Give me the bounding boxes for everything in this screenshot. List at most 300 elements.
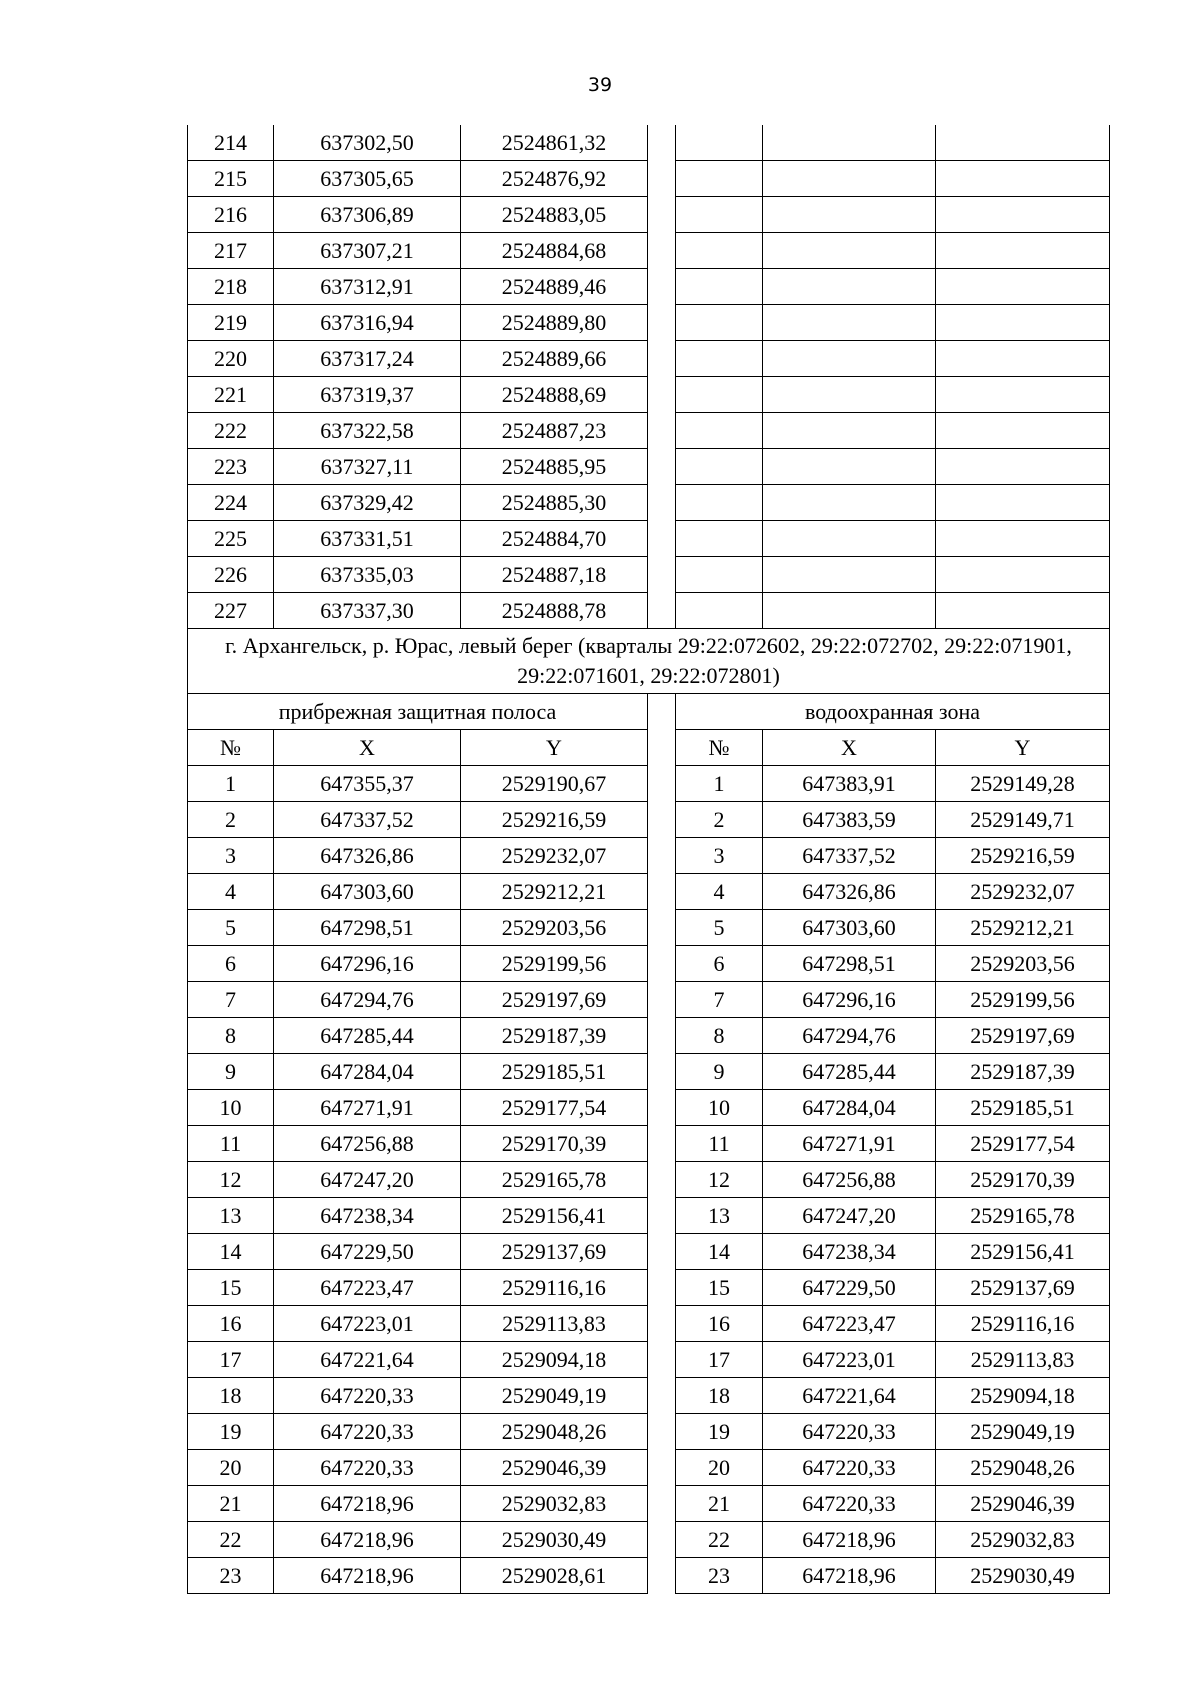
table-row xyxy=(188,521,1110,557)
point-number: 219 xyxy=(188,305,274,341)
column-gap xyxy=(648,521,676,557)
left-coord-x: 647271,91 xyxy=(274,1090,461,1126)
column-header-row xyxy=(188,730,1110,766)
right-coord-y: 2529187,39 xyxy=(936,1054,1110,1090)
left-coord-y: 2529190,67 xyxy=(461,766,648,802)
point-number: 215 xyxy=(188,161,274,197)
right-coord-x: 647285,44 xyxy=(763,1054,936,1090)
coordinates-table xyxy=(187,125,1110,1594)
left-coord-y: 2529049,19 xyxy=(461,1378,648,1414)
empty-cell xyxy=(763,449,936,485)
table-row xyxy=(188,413,1110,449)
right-coord-x: 647256,88 xyxy=(763,1162,936,1198)
left-coord-y: 2529177,54 xyxy=(461,1090,648,1126)
point-number: 222 xyxy=(188,413,274,449)
column-gap xyxy=(648,593,676,629)
left-coord-y: 2529170,39 xyxy=(461,1126,648,1162)
right-point-number: 10 xyxy=(676,1090,763,1126)
left-coord-y: 2529094,18 xyxy=(461,1342,648,1378)
right-coord-y: 2529149,71 xyxy=(936,802,1110,838)
right-point-number: 14 xyxy=(676,1234,763,1270)
empty-cell xyxy=(676,161,763,197)
table-row xyxy=(188,1162,1110,1198)
column-gap xyxy=(648,161,676,197)
left-point-number: 7 xyxy=(188,982,274,1018)
left-point-number: 13 xyxy=(188,1198,274,1234)
column-gap xyxy=(648,1126,676,1162)
coord-x: 637322,58 xyxy=(274,413,461,449)
right-coord-y: 2529094,18 xyxy=(936,1378,1110,1414)
right-coord-y: 2529048,26 xyxy=(936,1450,1110,1486)
left-coord-y: 2529048,26 xyxy=(461,1414,648,1450)
left-coord-x: 647326,86 xyxy=(274,838,461,874)
left-point-number: 5 xyxy=(188,910,274,946)
left-coord-y: 2529197,69 xyxy=(461,982,648,1018)
empty-cell xyxy=(763,269,936,305)
right-coord-y: 2529137,69 xyxy=(936,1270,1110,1306)
coord-y: 2524883,05 xyxy=(461,197,648,233)
left-coord-y: 2529212,21 xyxy=(461,874,648,910)
left-coord-y: 2529032,83 xyxy=(461,1486,648,1522)
left-coord-x: 647218,96 xyxy=(274,1558,461,1594)
right-coord-y: 2529216,59 xyxy=(936,838,1110,874)
right-point-number: 5 xyxy=(676,910,763,946)
table-row xyxy=(188,485,1110,521)
point-number: 221 xyxy=(188,377,274,413)
empty-cell xyxy=(763,161,936,197)
left-point-number: 19 xyxy=(188,1414,274,1450)
column-gap xyxy=(648,874,676,910)
right-point-number: 20 xyxy=(676,1450,763,1486)
table-row xyxy=(188,305,1110,341)
column-gap xyxy=(648,802,676,838)
column-gap xyxy=(648,694,676,730)
coord-x: 637307,21 xyxy=(274,233,461,269)
table-row xyxy=(188,1342,1110,1378)
left-coord-y: 2529185,51 xyxy=(461,1054,648,1090)
coord-y: 2524889,66 xyxy=(461,341,648,377)
table-row xyxy=(188,1198,1110,1234)
right-point-number: 12 xyxy=(676,1162,763,1198)
left-coord-x: 647303,60 xyxy=(274,874,461,910)
upper-rows-body xyxy=(188,125,1110,629)
left-coord-x: 647223,47 xyxy=(274,1270,461,1306)
left-point-number: 12 xyxy=(188,1162,274,1198)
left-point-number: 23 xyxy=(188,1558,274,1594)
left-point-number: 17 xyxy=(188,1342,274,1378)
point-number: 218 xyxy=(188,269,274,305)
empty-cell xyxy=(936,557,1110,593)
empty-cell xyxy=(676,485,763,521)
column-gap xyxy=(648,982,676,1018)
left-point-number: 11 xyxy=(188,1126,274,1162)
right-point-number: 7 xyxy=(676,982,763,1018)
column-gap xyxy=(648,1162,676,1198)
table-row xyxy=(188,269,1110,305)
point-number: 226 xyxy=(188,557,274,593)
right-coord-x: 647218,96 xyxy=(763,1558,936,1594)
point-number: 217 xyxy=(188,233,274,269)
empty-cell xyxy=(936,197,1110,233)
right-coord-y: 2529156,41 xyxy=(936,1234,1110,1270)
table-row xyxy=(188,125,1110,161)
empty-cell xyxy=(763,557,936,593)
point-number: 225 xyxy=(188,521,274,557)
column-gap xyxy=(648,1558,676,1594)
left-coord-x: 647218,96 xyxy=(274,1522,461,1558)
empty-cell xyxy=(676,233,763,269)
coord-x: 637335,03 xyxy=(274,557,461,593)
left-coord-y: 2529203,56 xyxy=(461,910,648,946)
right-coord-x: 647383,91 xyxy=(763,766,936,802)
left-coord-x: 647223,01 xyxy=(274,1306,461,1342)
column-gap xyxy=(648,766,676,802)
column-gap xyxy=(648,1414,676,1450)
table-row xyxy=(188,449,1110,485)
table-row xyxy=(188,1558,1110,1594)
right-coord-y: 2529032,83 xyxy=(936,1522,1110,1558)
right-point-number: 9 xyxy=(676,1054,763,1090)
left-coord-x: 647229,50 xyxy=(274,1234,461,1270)
table-row xyxy=(188,1522,1110,1558)
coord-y: 2524884,70 xyxy=(461,521,648,557)
left-coord-y: 2529156,41 xyxy=(461,1198,648,1234)
column-gap xyxy=(648,838,676,874)
empty-cell xyxy=(676,269,763,305)
left-coord-y: 2529137,69 xyxy=(461,1234,648,1270)
coord-x: 637312,91 xyxy=(274,269,461,305)
column-gap xyxy=(648,910,676,946)
left-coord-x: 647220,33 xyxy=(274,1414,461,1450)
table-row xyxy=(188,557,1110,593)
coord-x: 637327,11 xyxy=(274,449,461,485)
empty-cell xyxy=(936,521,1110,557)
right-coord-x: 647271,91 xyxy=(763,1126,936,1162)
right-coord-x: 647220,33 xyxy=(763,1450,936,1486)
column-gap xyxy=(648,341,676,377)
right-coord-y: 2529185,51 xyxy=(936,1090,1110,1126)
coord-x: 637337,30 xyxy=(274,593,461,629)
right-coord-x: 647298,51 xyxy=(763,946,936,982)
left-coord-y: 2529199,56 xyxy=(461,946,648,982)
column-gap xyxy=(648,1378,676,1414)
left-point-number: 15 xyxy=(188,1270,274,1306)
right-coord-y: 2529232,07 xyxy=(936,874,1110,910)
right-coord-y: 2529203,56 xyxy=(936,946,1110,982)
right-coord-y: 2529177,54 xyxy=(936,1126,1110,1162)
right-coord-x: 647337,52 xyxy=(763,838,936,874)
right-point-number: 15 xyxy=(676,1270,763,1306)
left-coord-x: 647355,37 xyxy=(274,766,461,802)
empty-cell xyxy=(936,233,1110,269)
right-point-number: 16 xyxy=(676,1306,763,1342)
column-gap xyxy=(648,125,676,161)
table-row xyxy=(188,1126,1110,1162)
page-number: 39 xyxy=(587,74,613,96)
left-point-number: 20 xyxy=(188,1450,274,1486)
left-col-header-y: Y xyxy=(461,730,648,766)
empty-cell xyxy=(676,197,763,233)
left-coord-x: 647256,88 xyxy=(274,1126,461,1162)
right-point-number: 8 xyxy=(676,1018,763,1054)
empty-cell xyxy=(936,341,1110,377)
table-row xyxy=(188,1414,1110,1450)
coord-y: 2524876,92 xyxy=(461,161,648,197)
empty-cell xyxy=(936,449,1110,485)
point-number: 227 xyxy=(188,593,274,629)
column-gap xyxy=(648,449,676,485)
column-gap xyxy=(648,233,676,269)
empty-cell xyxy=(936,485,1110,521)
right-coord-y: 2529165,78 xyxy=(936,1198,1110,1234)
left-point-number: 4 xyxy=(188,874,274,910)
left-coord-y: 2529046,39 xyxy=(461,1450,648,1486)
table-row xyxy=(188,1270,1110,1306)
table-row xyxy=(188,161,1110,197)
right-point-number: 3 xyxy=(676,838,763,874)
empty-cell xyxy=(676,125,763,161)
right-coord-x: 647220,33 xyxy=(763,1486,936,1522)
empty-cell xyxy=(763,485,936,521)
left-point-number: 14 xyxy=(188,1234,274,1270)
empty-cell xyxy=(763,341,936,377)
table-row xyxy=(188,233,1110,269)
left-coord-x: 647294,76 xyxy=(274,982,461,1018)
left-coord-x: 647247,20 xyxy=(274,1162,461,1198)
column-gap xyxy=(648,197,676,233)
right-point-number: 13 xyxy=(676,1198,763,1234)
left-point-number: 9 xyxy=(188,1054,274,1090)
left-point-number: 8 xyxy=(188,1018,274,1054)
right-coord-y: 2529170,39 xyxy=(936,1162,1110,1198)
coord-x: 637329,42 xyxy=(274,485,461,521)
empty-cell xyxy=(763,125,936,161)
right-coord-x: 647221,64 xyxy=(763,1378,936,1414)
empty-cell xyxy=(763,377,936,413)
point-number: 220 xyxy=(188,341,274,377)
right-coord-x: 647294,76 xyxy=(763,1018,936,1054)
coord-x: 637302,50 xyxy=(274,125,461,161)
coord-y: 2524888,69 xyxy=(461,377,648,413)
point-number: 224 xyxy=(188,485,274,521)
left-coord-y: 2529030,49 xyxy=(461,1522,648,1558)
right-coord-y: 2529197,69 xyxy=(936,1018,1110,1054)
right-zone-heading: водоохранная зона xyxy=(676,694,1110,730)
right-point-number: 4 xyxy=(676,874,763,910)
point-number: 216 xyxy=(188,197,274,233)
right-col-header-x: X xyxy=(763,730,936,766)
right-coord-x: 647326,86 xyxy=(763,874,936,910)
coord-x: 637319,37 xyxy=(274,377,461,413)
table-row xyxy=(188,802,1110,838)
coord-y: 2524885,95 xyxy=(461,449,648,485)
empty-cell xyxy=(763,305,936,341)
empty-cell xyxy=(763,413,936,449)
column-gap xyxy=(648,1306,676,1342)
left-coord-y: 2529165,78 xyxy=(461,1162,648,1198)
left-coord-x: 647285,44 xyxy=(274,1018,461,1054)
table-row xyxy=(188,377,1110,413)
coord-y: 2524889,46 xyxy=(461,269,648,305)
coord-y: 2524885,30 xyxy=(461,485,648,521)
left-coord-x: 647296,16 xyxy=(274,946,461,982)
column-gap xyxy=(648,946,676,982)
right-coord-y: 2529046,39 xyxy=(936,1486,1110,1522)
column-gap xyxy=(648,1450,676,1486)
column-gap xyxy=(648,1054,676,1090)
section-title: г. Архангельск, р. Юрас, левый берег (кварталы 29:22:072602, 29:22:072702, 29:22:071901, 29:22:071601, 29:22:072801) xyxy=(188,629,1110,694)
right-coord-x: 647284,04 xyxy=(763,1090,936,1126)
coord-x: 637317,24 xyxy=(274,341,461,377)
table-row xyxy=(188,593,1110,629)
right-col-header-y: Y xyxy=(936,730,1110,766)
left-point-number: 16 xyxy=(188,1306,274,1342)
column-gap xyxy=(648,377,676,413)
section-title-row xyxy=(188,629,1110,694)
column-gap xyxy=(648,730,676,766)
left-point-number: 2 xyxy=(188,802,274,838)
right-coord-x: 647229,50 xyxy=(763,1270,936,1306)
table-row xyxy=(188,982,1110,1018)
coord-y: 2524887,18 xyxy=(461,557,648,593)
table-row xyxy=(188,1306,1110,1342)
right-coord-x: 647296,16 xyxy=(763,982,936,1018)
table-row xyxy=(188,838,1110,874)
table-row xyxy=(188,1090,1110,1126)
right-coord-y: 2529030,49 xyxy=(936,1558,1110,1594)
column-gap xyxy=(648,413,676,449)
coord-x: 637305,65 xyxy=(274,161,461,197)
left-coord-x: 647337,52 xyxy=(274,802,461,838)
coord-x: 637306,89 xyxy=(274,197,461,233)
empty-cell xyxy=(936,413,1110,449)
left-coord-x: 647218,96 xyxy=(274,1486,461,1522)
empty-cell xyxy=(676,449,763,485)
right-coord-x: 647223,47 xyxy=(763,1306,936,1342)
table-row xyxy=(188,946,1110,982)
column-gap xyxy=(648,557,676,593)
column-gap xyxy=(648,1342,676,1378)
right-coord-x: 647303,60 xyxy=(763,910,936,946)
empty-cell xyxy=(936,269,1110,305)
left-coord-x: 647220,33 xyxy=(274,1378,461,1414)
right-coord-x: 647383,59 xyxy=(763,802,936,838)
zone-heading-row xyxy=(188,694,1110,730)
left-point-number: 21 xyxy=(188,1486,274,1522)
left-coord-x: 647220,33 xyxy=(274,1450,461,1486)
left-point-number: 10 xyxy=(188,1090,274,1126)
table-row xyxy=(188,341,1110,377)
column-gap xyxy=(648,1486,676,1522)
table-row xyxy=(188,1018,1110,1054)
coord-x: 637331,51 xyxy=(274,521,461,557)
empty-cell xyxy=(763,521,936,557)
empty-cell xyxy=(676,521,763,557)
right-point-number: 22 xyxy=(676,1522,763,1558)
coord-y: 2524887,23 xyxy=(461,413,648,449)
column-gap xyxy=(648,1234,676,1270)
empty-cell xyxy=(676,305,763,341)
table-row xyxy=(188,197,1110,233)
right-coord-x: 647220,33 xyxy=(763,1414,936,1450)
right-point-number: 6 xyxy=(676,946,763,982)
left-point-number: 18 xyxy=(188,1378,274,1414)
table-row xyxy=(188,1054,1110,1090)
column-gap xyxy=(648,305,676,341)
right-point-number: 1 xyxy=(676,766,763,802)
right-coord-y: 2529149,28 xyxy=(936,766,1110,802)
right-point-number: 23 xyxy=(676,1558,763,1594)
coord-y: 2524861,32 xyxy=(461,125,648,161)
table-row xyxy=(188,910,1110,946)
left-coord-y: 2529028,61 xyxy=(461,1558,648,1594)
left-point-number: 3 xyxy=(188,838,274,874)
left-col-header-x: X xyxy=(274,730,461,766)
left-point-number: 22 xyxy=(188,1522,274,1558)
right-point-number: 18 xyxy=(676,1378,763,1414)
left-coord-y: 2529232,07 xyxy=(461,838,648,874)
right-coord-y: 2529212,21 xyxy=(936,910,1110,946)
right-point-number: 21 xyxy=(676,1486,763,1522)
left-zone-heading: прибрежная защитная полоса xyxy=(188,694,648,730)
coord-x: 637316,94 xyxy=(274,305,461,341)
table-row xyxy=(188,1450,1110,1486)
column-gap xyxy=(648,1198,676,1234)
left-point-number: 6 xyxy=(188,946,274,982)
left-coord-y: 2529187,39 xyxy=(461,1018,648,1054)
coord-y: 2524888,78 xyxy=(461,593,648,629)
column-gap xyxy=(648,485,676,521)
right-coord-y: 2529113,83 xyxy=(936,1342,1110,1378)
column-gap xyxy=(648,1522,676,1558)
empty-cell xyxy=(936,161,1110,197)
table-row xyxy=(188,1234,1110,1270)
right-col-header-num: № xyxy=(676,730,763,766)
right-point-number: 2 xyxy=(676,802,763,838)
right-point-number: 11 xyxy=(676,1126,763,1162)
table-row xyxy=(188,1486,1110,1522)
coord-y: 2524889,80 xyxy=(461,305,648,341)
empty-cell xyxy=(676,593,763,629)
point-number: 214 xyxy=(188,125,274,161)
table-row xyxy=(188,874,1110,910)
empty-cell xyxy=(936,593,1110,629)
section-header xyxy=(188,629,1110,766)
empty-cell xyxy=(936,125,1110,161)
empty-cell xyxy=(676,557,763,593)
right-point-number: 17 xyxy=(676,1342,763,1378)
right-coord-y: 2529049,19 xyxy=(936,1414,1110,1450)
left-coord-x: 647284,04 xyxy=(274,1054,461,1090)
right-coord-x: 647218,96 xyxy=(763,1522,936,1558)
left-coord-y: 2529113,83 xyxy=(461,1306,648,1342)
left-coord-y: 2529216,59 xyxy=(461,802,648,838)
empty-cell xyxy=(763,233,936,269)
coord-y: 2524884,68 xyxy=(461,233,648,269)
empty-cell xyxy=(676,413,763,449)
table-row xyxy=(188,766,1110,802)
left-coord-x: 647298,51 xyxy=(274,910,461,946)
empty-cell xyxy=(676,377,763,413)
empty-cell xyxy=(763,197,936,233)
right-point-number: 19 xyxy=(676,1414,763,1450)
right-coord-y: 2529116,16 xyxy=(936,1306,1110,1342)
table-row xyxy=(188,1378,1110,1414)
column-gap xyxy=(648,269,676,305)
right-coord-x: 647238,34 xyxy=(763,1234,936,1270)
left-col-header-num: № xyxy=(188,730,274,766)
left-coord-x: 647238,34 xyxy=(274,1198,461,1234)
